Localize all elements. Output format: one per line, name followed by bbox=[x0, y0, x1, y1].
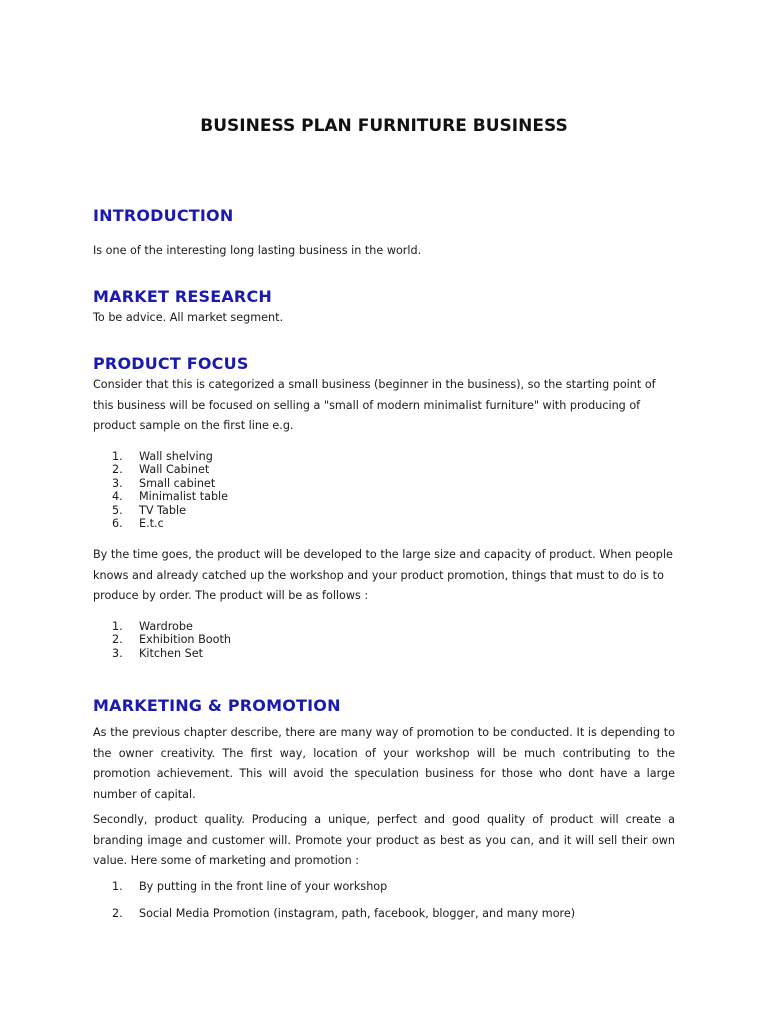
list-item-text: Kitchen Set bbox=[139, 646, 203, 660]
list-item-number: 3. bbox=[112, 646, 123, 660]
list-item-number: 2. bbox=[112, 907, 123, 920]
list-item-number: 5. bbox=[112, 503, 123, 517]
list-item-number: 1. bbox=[112, 450, 123, 463]
list-item bbox=[112, 517, 228, 530]
promotion-list bbox=[112, 880, 575, 934]
introduction-text: Is one of the interesting long lasting business in the world. bbox=[93, 244, 422, 257]
product-focus-intro: Consider that this is categorized a small business (beginner in the business), so the starting point of this business will be focused on selling a "small of modern minimalist furniture" with producing of product sample on the first line e.g. bbox=[93, 378, 656, 432]
list-item-text: Wall Cabinet bbox=[139, 463, 210, 477]
list-item bbox=[112, 504, 228, 517]
list-item bbox=[112, 633, 231, 646]
list-item bbox=[112, 620, 231, 633]
list-item-text: Social Media Promotion (instagram, path, facebook, blogger, and many more) bbox=[139, 907, 576, 920]
marketing-paragraph-2: Secondly, product quality. Producing a unique, perfect and good quality of product will create a branding image and customer will. Promote your product as best as you can, and it will sell their own value. Here some of marketing and promotion : bbox=[93, 813, 675, 867]
list-item-number: 2. bbox=[112, 633, 123, 647]
list-item-text: Exhibition Booth bbox=[139, 633, 231, 647]
list-item-text: Small cabinet bbox=[139, 476, 216, 490]
list-item-number: 4. bbox=[112, 490, 123, 504]
market-research-text: To be advice. All market segment. bbox=[93, 311, 284, 324]
list-item-number: 6. bbox=[112, 516, 123, 530]
list-item-number: 2. bbox=[112, 463, 123, 477]
list-item-number: 1. bbox=[112, 880, 123, 893]
product-focus-middle: By the time goes, the product will be developed to the large size and capacity of product. When people knows and already catched up the workshop and your product promotion, things that must to do is to produce by order. The product will be as follows : bbox=[93, 548, 673, 602]
marketing-paragraph-1: As the previous chapter describe, there are many way of promotion to be conducted. It is depending to the owner creativity. The first way, location of your workshop will be much contributing to the promotion achievement. This will avoid the speculation business for those who dont have a large number of capital. bbox=[93, 726, 675, 801]
list-item-number: 1. bbox=[112, 620, 123, 633]
list-item-text: E.t.c bbox=[139, 516, 164, 530]
list-item bbox=[112, 880, 575, 907]
introduction-heading: INTRODUCTION bbox=[93, 206, 234, 225]
list-item-text: Wall shelving bbox=[139, 450, 213, 463]
list-item bbox=[112, 450, 228, 463]
list-item bbox=[112, 907, 575, 934]
starter-product-list bbox=[112, 450, 228, 530]
product-focus-heading: PRODUCT FOCUS bbox=[93, 354, 249, 373]
market-research-heading: MARKET RESEARCH bbox=[93, 287, 272, 306]
list-item bbox=[112, 463, 228, 476]
list-item-text: TV Table bbox=[139, 503, 186, 517]
order-product-list bbox=[112, 620, 231, 660]
list-item bbox=[112, 647, 231, 660]
list-item-text: By putting in the front line of your workshop bbox=[139, 880, 388, 893]
list-item-text: Minimalist table bbox=[139, 490, 229, 504]
list-item-number: 3. bbox=[112, 476, 123, 490]
list-item-text: Wardrobe bbox=[139, 620, 193, 633]
marketing-heading: MARKETING & PROMOTION bbox=[93, 696, 341, 715]
list-item bbox=[112, 490, 228, 503]
document-title: BUSINESS PLAN FURNITURE BUSINESS bbox=[200, 116, 568, 136]
list-item bbox=[112, 477, 228, 490]
